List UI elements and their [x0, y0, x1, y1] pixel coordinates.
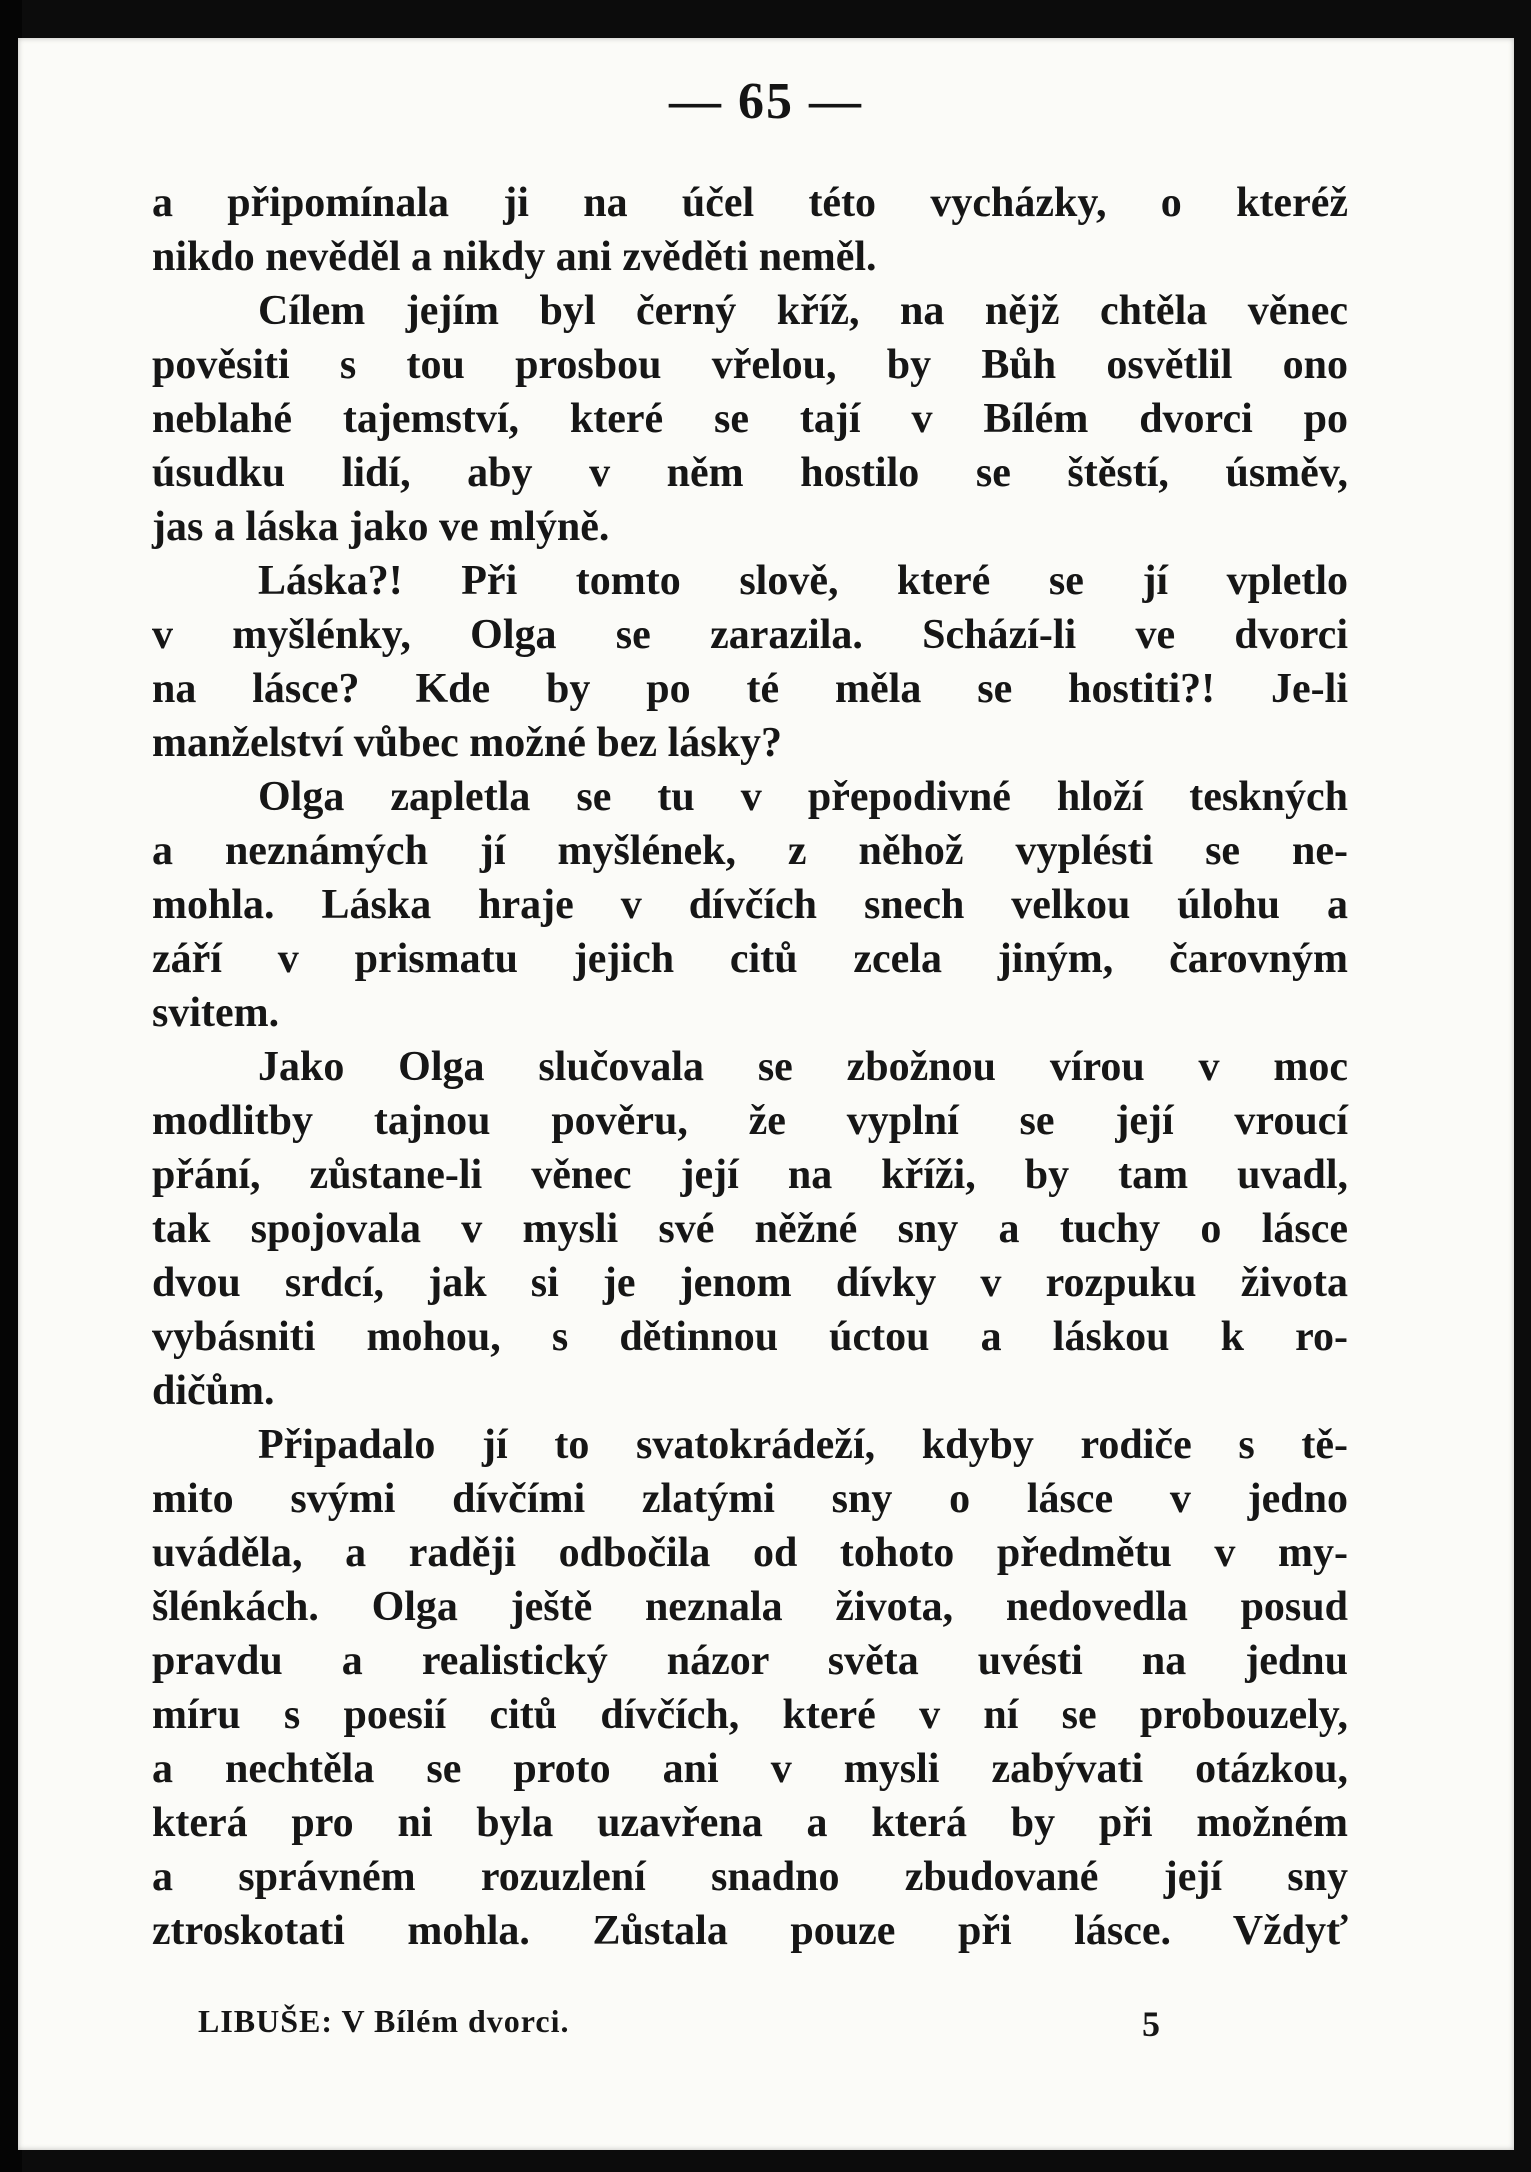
text-line: Jako Olga slučovala se zbožnou vírou v moc — [258, 1044, 1348, 1090]
text-line: Olga zapletla se tu v přepodivné hloží teskných — [258, 774, 1348, 820]
text-line: svitem. — [152, 990, 280, 1036]
text-line: a připomínala ji na účel této vycházky, o kteréž — [152, 180, 1348, 226]
text-line: šlénkách. Olga ještě neznala života, nedovedla posud — [152, 1584, 1348, 1630]
sheet-number: 5 — [1142, 2004, 1160, 2044]
text-line: září v prismatu jejich citů zcela jiným, čarovným — [152, 936, 1348, 982]
page-number: — 65 — — [669, 73, 863, 130]
text-line: vybásniti mohou, s dětinnou úctou a láskou k ro- — [152, 1314, 1348, 1360]
book-page — [18, 38, 1514, 2150]
text-line: která pro ni byla uzavřena a která by při možném — [152, 1800, 1348, 1846]
text-line: v myšlénky, Olga se zarazila. Schází-li ve dvorci — [152, 612, 1348, 658]
text-line: pravdu a realistický názor světa uvésti na jednu — [152, 1638, 1348, 1684]
text-line: a neznámých jí myšlének, z něhož vyplésti se ne- — [152, 828, 1348, 874]
text-line: a správném rozuzlení snadno zbudované její sny — [152, 1854, 1348, 1900]
text-line: mito svými dívčími zlatými sny o lásce v jedno — [152, 1476, 1348, 1522]
text-line: míru s poesií citů dívčích, které v ní se probouzely, — [152, 1692, 1348, 1738]
text-line: mohla. Láska hraje v dívčích snech velkou úlohu a — [152, 882, 1348, 928]
text-line: Láska?! Při tomto slově, které se jí vpletlo — [258, 558, 1348, 604]
text-line: neblahé tajemství, které se tají v Bílém dvorci po — [152, 396, 1348, 442]
text-line: modlitby tajnou pověru, že vyplní se její vroucí — [152, 1098, 1348, 1144]
signature-mark: LIBUŠE: V Bílém dvorci. — [198, 2003, 570, 2039]
text-line: manželství vůbec možné bez lásky? — [152, 720, 782, 766]
text-line: Cílem jejím byl černý kříž, na nějž chtěla věnec — [258, 288, 1348, 334]
text-line: dvou srdcí, jak si je jenom dívky v rozpuku života — [152, 1260, 1348, 1306]
text-line: nikdo nevěděl a nikdy ani zvěděti neměl. — [152, 234, 877, 280]
body-text — [152, 176, 1348, 1958]
text-line: pověsiti s tou prosbou vřelou, by Bůh osvětlil ono — [152, 342, 1348, 388]
text-line: dičům. — [152, 1368, 275, 1414]
text-line: uváděla, a raději odbočila od tohoto předmětu v my- — [152, 1530, 1348, 1576]
text-line: tak spojovala v mysli své něžné sny a tuchy o lásce — [152, 1206, 1348, 1252]
text-line: ztroskotati mohla. Zůstala pouze při lásce. Vždyť — [152, 1908, 1348, 1954]
text-line: a nechtěla se proto ani v mysli zabývati otázkou, — [152, 1746, 1348, 1792]
text-line: jas a láska jako ve mlýně. — [152, 504, 610, 550]
text-line: Připadalo jí to svatokrádeží, kdyby rodiče s tě- — [258, 1422, 1348, 1468]
text-line: úsudku lidí, aby v něm hostilo se štěstí, úsměv, — [152, 450, 1348, 496]
text-line: na lásce? Kde by po té měla se hostiti?! Je-li — [152, 666, 1348, 712]
text-line: přání, zůstane-li věnec její na kříži, by tam uvadl, — [152, 1152, 1348, 1198]
